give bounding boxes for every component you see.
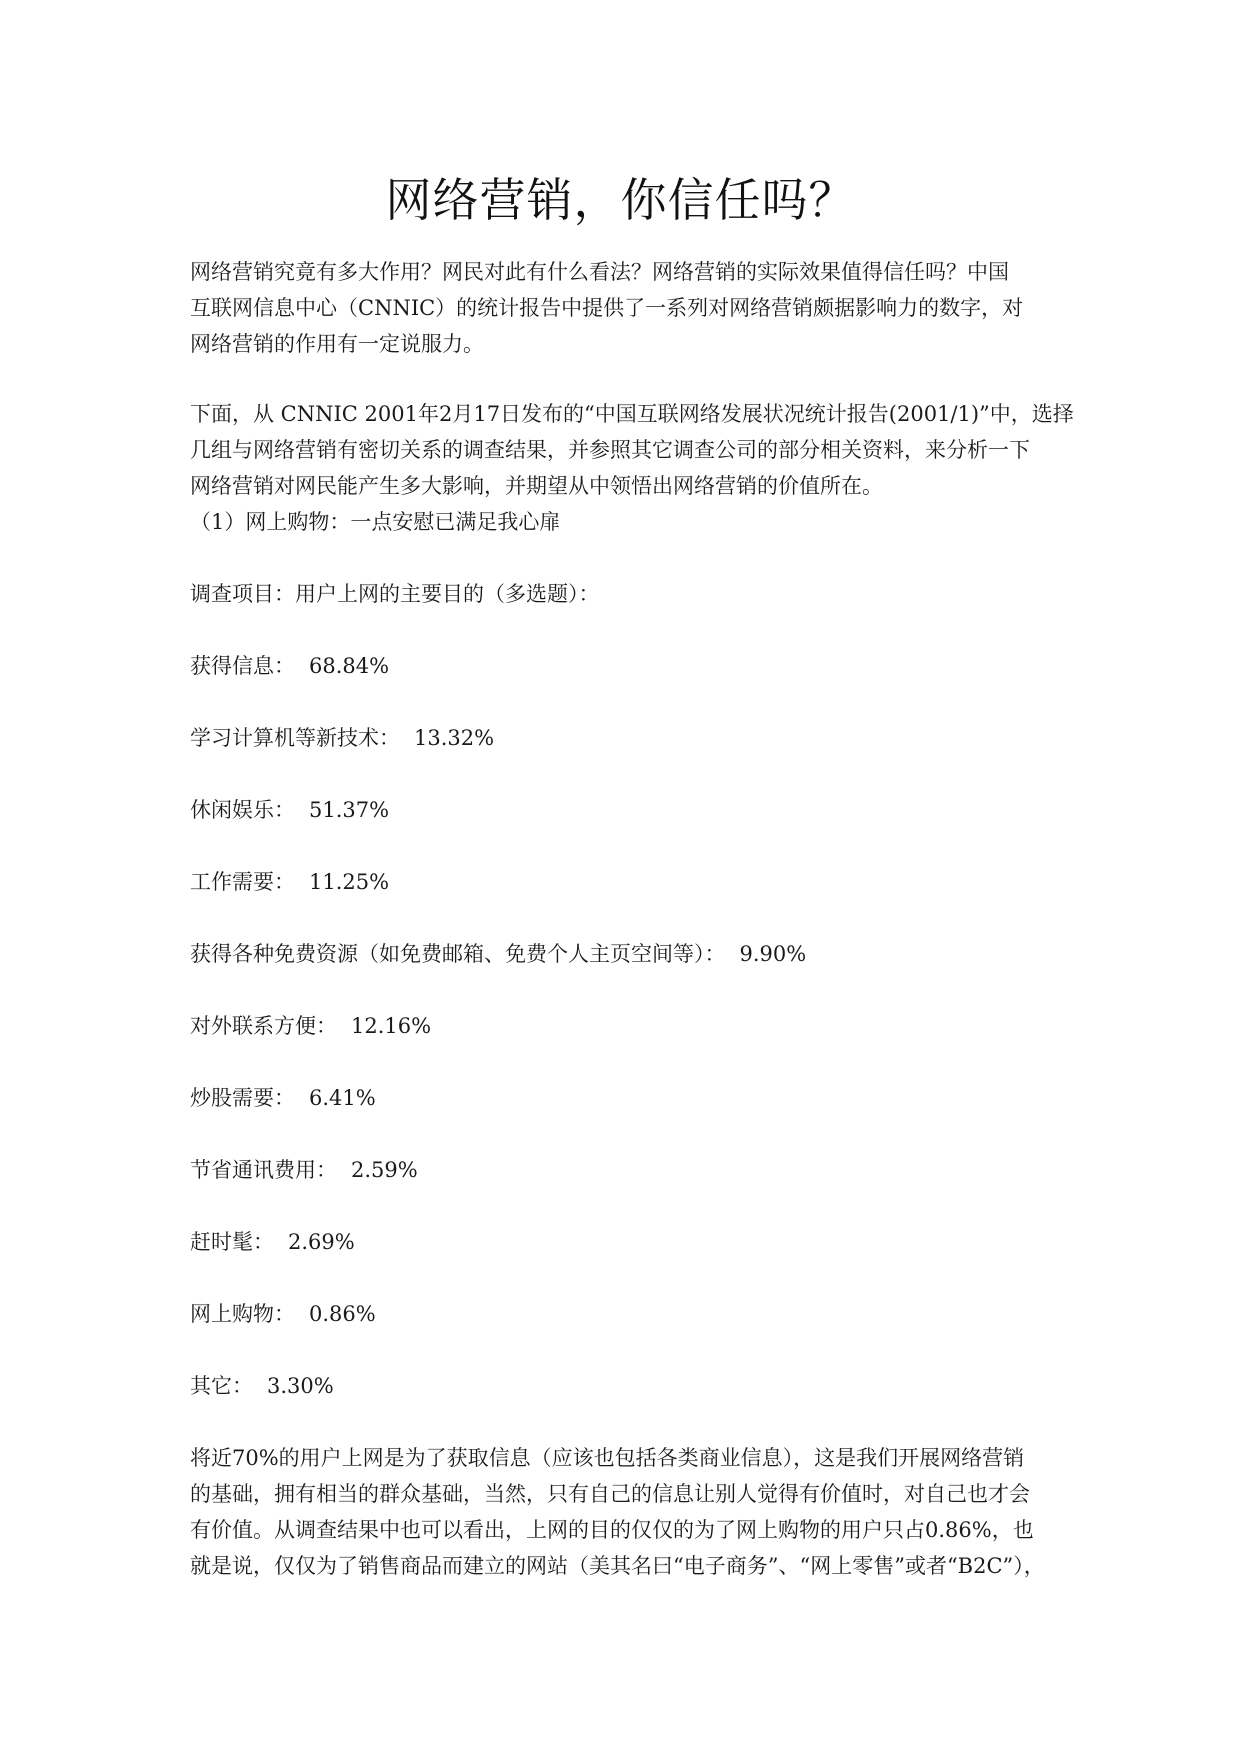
survey-item	[190, 864, 1060, 900]
survey-item-value: 3.30%	[267, 1374, 334, 1398]
survey-item-value: 12.16%	[351, 1014, 432, 1038]
survey-item-value: 9.90%	[739, 942, 807, 966]
survey-item-label: 工作需要：	[190, 870, 295, 894]
survey-item-label: 获得信息：	[190, 654, 295, 678]
survey-item	[190, 1296, 1060, 1332]
conclusion-paragraph	[190, 1440, 1060, 1584]
intro-line: 互联网信息中心（CNNIC）的统计报告中提供了一系列对网络营销颇据影响力的数字，对	[190, 296, 1024, 320]
survey-item-value: 6.41%	[309, 1086, 376, 1110]
survey-item-value: 2.69%	[288, 1230, 355, 1254]
survey-item-label: 网上购物：	[190, 1302, 295, 1326]
survey-item-value: 2.59%	[351, 1158, 418, 1182]
survey-item-label: 学习计算机等新技术：	[190, 726, 400, 750]
survey-item-label: 节省通讯费用：	[190, 1158, 337, 1182]
intro-paragraph	[190, 254, 1060, 362]
context-line: 几组与网络营销有密切关系的调查结果，并参照其它调查公司的部分相关资料，来分析一下	[190, 438, 1030, 462]
survey-item	[190, 1080, 1060, 1116]
context-line: 下面，从 CNNIC 2001年2月17日发布的“中国互联网络发展状况统计报告(2001/1)”中，选择	[190, 402, 1074, 426]
survey-item-label: 其它：	[190, 1374, 253, 1398]
conclusion-line: 就是说，仅仅为了销售商品而建立的网站（美其名曰“电子商务”、“网上零售”或者“B2C”），	[190, 1554, 1045, 1578]
survey-item-value: 11.25%	[309, 870, 390, 894]
survey-item	[190, 792, 1060, 828]
survey-heading: 调查项目：用户上网的主要目的（多选题）：	[190, 582, 600, 606]
context-line: 网络营销对网民能产生多大影响，并期望从中领悟出网络营销的价值所在。	[190, 474, 883, 498]
intro-line: 网络营销究竟有多大作用？网民对此有什么看法？网络营销的实际效果值得信任吗？中国	[190, 260, 1009, 284]
survey-item	[190, 648, 1060, 684]
document-title: 网络营销，你信任吗？	[385, 173, 856, 227]
conclusion-line: 将近70%的用户上网是为了获取信息（应该也包括各类商业信息），这是我们开展网络营销	[190, 1446, 1025, 1470]
survey-item	[190, 1152, 1060, 1188]
survey-item	[190, 1008, 1060, 1044]
survey-item-label: 炒股需要：	[190, 1086, 295, 1110]
survey-item-label: 对外联系方便：	[190, 1014, 337, 1038]
conclusion-line: 的基础，拥有相当的群众基础，当然，只有自己的信息让别人觉得有价值时，对自己也才会	[190, 1482, 1030, 1506]
survey-item	[190, 1368, 1060, 1404]
survey-item-value: 68.84%	[309, 654, 390, 678]
survey-item-label: 休闲娱乐：	[190, 798, 295, 822]
survey-item-label: 赶时髦：	[190, 1230, 274, 1254]
context-paragraph	[190, 396, 1074, 540]
intro-line: 网络营销的作用有一定说服力。	[190, 332, 484, 356]
survey-item-value: 51.37%	[309, 798, 390, 822]
survey-item-value: 0.86%	[309, 1302, 376, 1326]
survey-item	[190, 1224, 1060, 1260]
survey-item-label: 获得各种免费资源（如免费邮箱、免费个人主页空间等）：	[190, 942, 726, 966]
section-heading: （1）网上购物：一点安慰已满足我心扉	[190, 510, 561, 534]
survey-item-value: 13.32%	[414, 726, 495, 750]
conclusion-line: 有价值。从调查结果中也可以看出，上网的目的仅仅的为了网上购物的用户只占0.86%，也	[190, 1518, 1034, 1542]
survey-item	[190, 720, 1060, 756]
survey-item	[190, 936, 1060, 972]
